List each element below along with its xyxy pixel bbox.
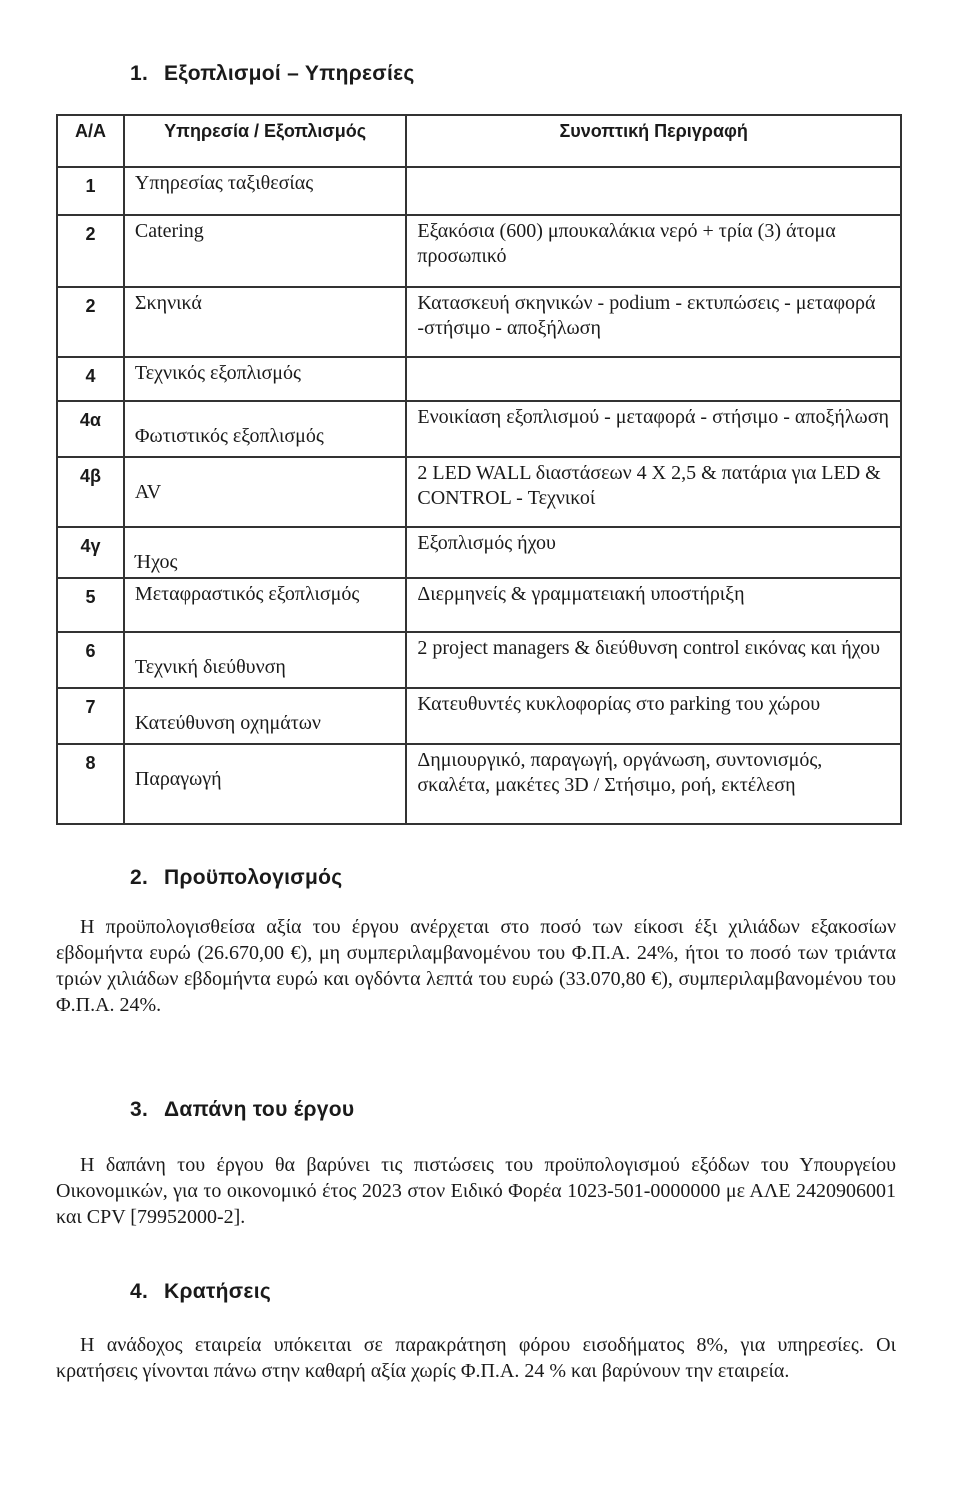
section-3-title: Δαπάνη του έργου [164, 1098, 355, 1121]
row-service: Catering [124, 215, 406, 287]
row-service: Μεταφραστικός εξοπλισμός [124, 578, 406, 632]
row-service: Παραγωγή [124, 744, 406, 824]
row-aa: 5 [57, 578, 124, 632]
row-service: Τεχνική διεύθυνση [124, 632, 406, 688]
table-row [57, 401, 901, 457]
section-2-number: 2. [130, 866, 149, 889]
row-aa: 1 [57, 167, 124, 215]
table-row [57, 357, 901, 401]
table-row [57, 457, 901, 527]
table-row [57, 688, 901, 744]
row-aa: 4α [57, 401, 124, 457]
row-description: 2 LED WALL διαστάσεων 4 X 2,5 & πατάρια για LED & CONTROL - Τεχνικοί [406, 457, 901, 527]
row-service: AV [124, 457, 406, 527]
table-row [57, 287, 901, 357]
row-aa: 4β [57, 457, 124, 527]
table-header-row [57, 115, 901, 167]
row-description: Εξακόσια (600) μπουκαλάκια νερό + τρία (3) άτομα προσωπικό [406, 215, 901, 287]
section-3-number: 3. [130, 1098, 149, 1121]
header-aa: Α/Α [57, 115, 124, 167]
row-description [406, 167, 901, 215]
row-service: Τεχνικός εξοπλισμός [124, 357, 406, 401]
table-row [57, 578, 901, 632]
table-row [57, 744, 901, 824]
section-2-heading [130, 866, 342, 890]
row-aa: 4γ [57, 527, 124, 578]
table-row [57, 632, 901, 688]
section-1-number: 1. [130, 62, 149, 85]
services-table [56, 114, 902, 825]
row-description: Κατασκευή σκηνικών - podium - εκτυπώσεις - μεταφορά -στήσιμο - αποξήλωση [406, 287, 901, 357]
row-aa: 2 [57, 215, 124, 287]
row-service: Ήχος [124, 527, 406, 578]
row-service: Φωτιστικός εξοπλισμός [124, 401, 406, 457]
section-2-title: Προϋπολογισμός [164, 866, 343, 889]
expense-paragraph: Η δαπάνη του έργου θα βαρύνει τις πιστώσεις του προϋπολογισμού εξόδων του Υπουργείου Οικονομικών, για το οικονομικό έτος 2023 στον Ειδικό Φορέα 1023-501-0000000 με ΑΛΕ 2420906001 και CPV [79952000-2]. [56, 1154, 896, 1228]
row-service: Σκηνικά [124, 287, 406, 357]
row-aa: 7 [57, 688, 124, 744]
section-4-title: Κρατήσεις [164, 1280, 272, 1303]
row-description: Κατευθυντές κυκλοφορίας στο parking του χώρου [406, 688, 901, 744]
section-1-heading [130, 62, 415, 86]
row-description: Δημιουργικό, παραγωγή, οργάνωση, συντονισμός, σκαλέτα, μακέτες 3D / Στήσιμο, ροή, εκτέλεση [406, 744, 901, 824]
table-row [57, 527, 901, 578]
table-row [57, 167, 901, 215]
header-description: Συνοπτική Περιγραφή [406, 115, 901, 167]
section-4-heading [130, 1280, 271, 1304]
row-description: Εξοπλισμός ήχου [406, 527, 901, 578]
row-service: Κατεύθυνση οχημάτων [124, 688, 406, 744]
budget-paragraph: Η προϋπολογισθείσα αξία του έργου ανέρχεται στο ποσό των είκοσι έξι χιλιάδων εξακοσίων εβδομήντα ευρώ (26.670,00 €), μη συμπεριλαμβανομένου του Φ.Π.Α. 24%, ήτοι το ποσό των τριάντα τριών χιλιάδων εβδομήντα ευρώ και ογδόντα λεπτά του ευρώ (33.070,80 €), συμπεριλαμβανομένου του Φ.Π.Α. 24%. [56, 916, 896, 1016]
row-description: Διερμηνείς & γραμματειακή υποστήριξη [406, 578, 901, 632]
row-aa: 6 [57, 632, 124, 688]
row-description [406, 357, 901, 401]
row-aa: 8 [57, 744, 124, 824]
row-description: Ενοικίαση εξοπλισμού - μεταφορά - στήσιμο - αποξήλωση [406, 401, 901, 457]
row-service: Υπηρεσίας ταξιθεσίας [124, 167, 406, 215]
header-service: Υπηρεσία / Εξοπλισμός [124, 115, 406, 167]
row-description: 2 project managers & διεύθυνση control εικόνας και ήχου [406, 632, 901, 688]
row-aa: 4 [57, 357, 124, 401]
section-1-title: Εξοπλισμοί – Υπηρεσίες [164, 62, 415, 85]
deductions-paragraph: Η ανάδοχος εταιρεία υπόκειται σε παρακράτηση φόρου εισοδήματος 8%, για υπηρεσίες. Οι κρατήσεις γίνονται πάνω στην καθαρή αξία χωρίς Φ.Π.Α. 24 % και βαρύνουν την εταιρεία. [56, 1334, 896, 1382]
section-4-number: 4. [130, 1280, 149, 1303]
table-row [57, 215, 901, 287]
row-aa: 2 [57, 287, 124, 357]
section-3-heading [130, 1098, 354, 1122]
